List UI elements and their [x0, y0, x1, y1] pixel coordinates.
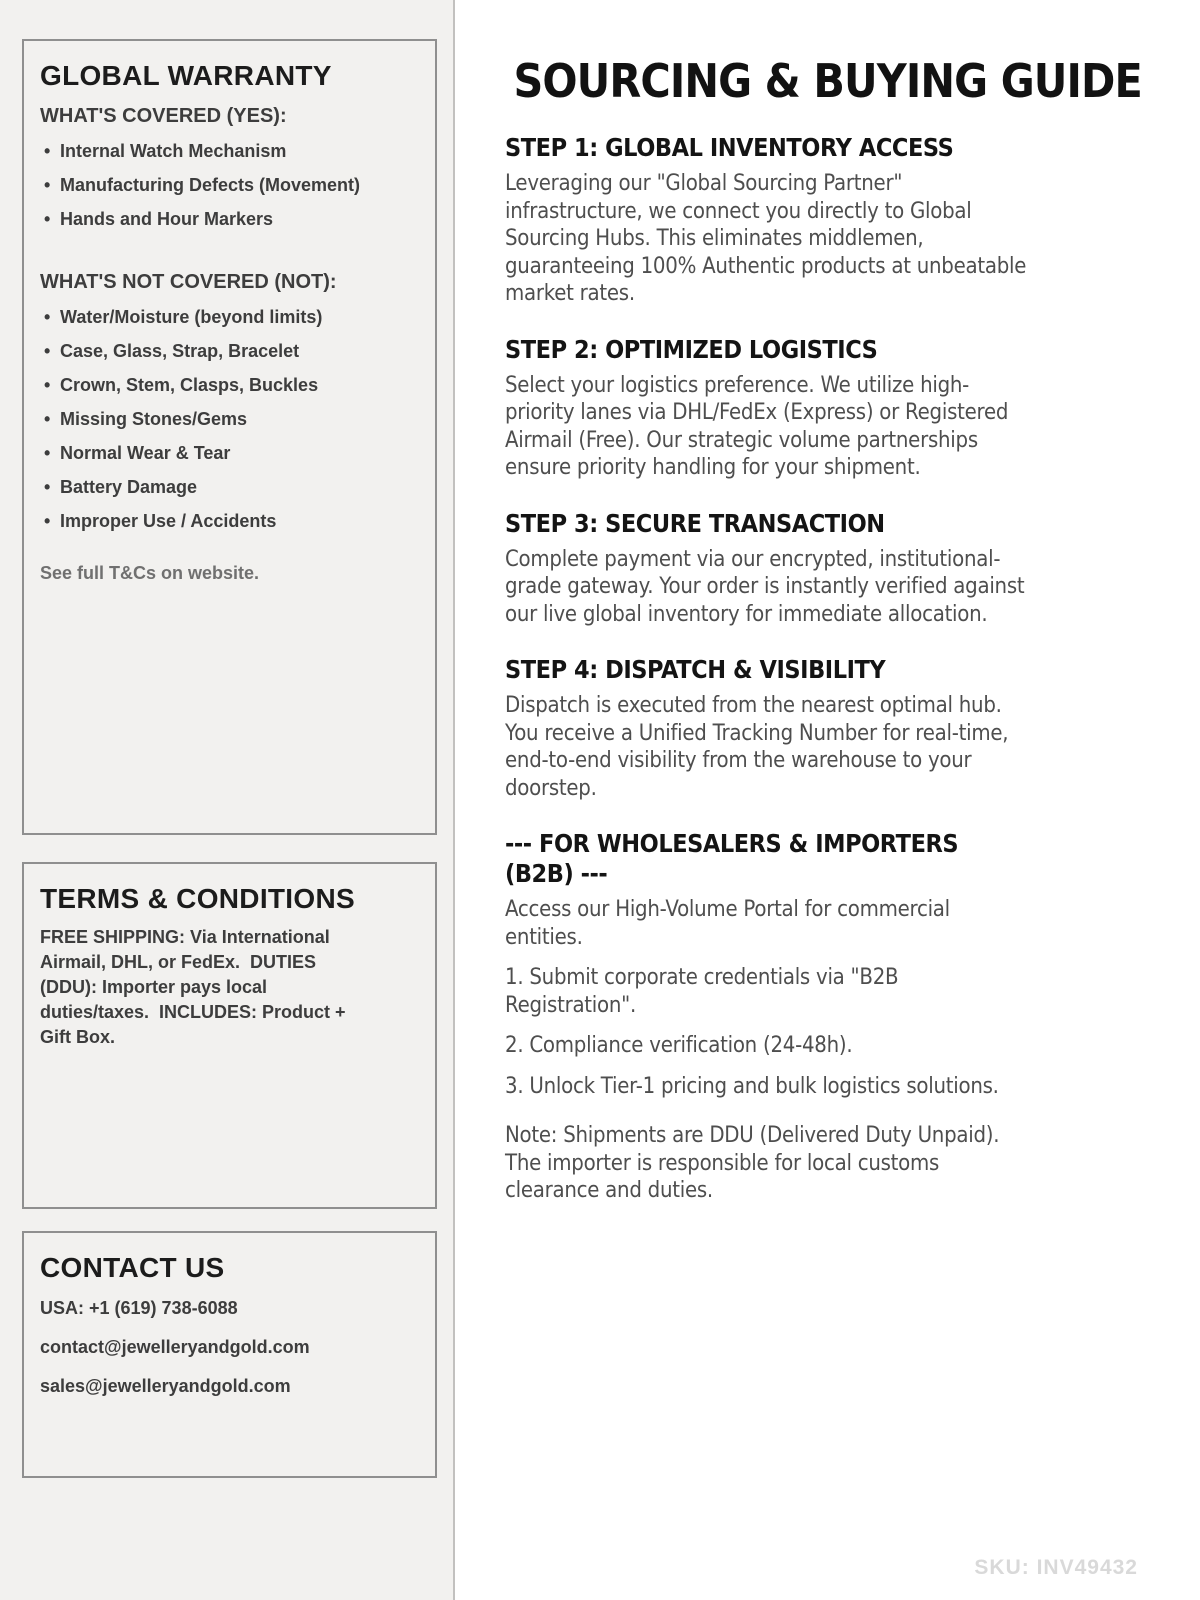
covered-list — [40, 140, 419, 230]
list-item: • Normal Wear & Tear — [40, 442, 419, 464]
step-1-heading: STEP 1: GLOBAL INVENTORY ACCESS — [505, 133, 954, 162]
list-item: • Internal Watch Mechanism — [40, 140, 419, 162]
step-4-heading: STEP 4: DISPATCH & VISIBILITY — [505, 655, 886, 684]
sku-label: SKU: INV49432 — [974, 1556, 1138, 1579]
not-covered-list — [40, 306, 419, 532]
list-item: • Water/Moisture (beyond limits) — [40, 306, 419, 328]
global-warranty-panel — [22, 39, 437, 835]
terms-conditions-panel — [22, 862, 437, 1209]
contact-phone: USA: +1 (619) 738-6088 — [40, 1298, 238, 1318]
covered-heading: WHAT'S COVERED (YES): — [40, 105, 287, 127]
list-item: • Crown, Stem, Clasps, Buckles — [40, 374, 419, 396]
step-1-body: Leveraging our "Global Sourcing Partner" infrastructure, we connect you directly to Global Sourcing Hubs. This eliminates middlemen, guaranteeing 100% Authentic products at unbeatable market rates. — [505, 171, 1027, 306]
terms-body: FREE SHIPPING: Via International Airmail, DHL, or FedEx. DUTIES (DDU): Importer pays local duties/taxes. INCLUDES: Product + Gift Box. — [40, 927, 351, 1047]
step-2-heading: STEP 2: OPTIMIZED LOGISTICS — [505, 334, 878, 364]
list-item: • Manufacturing Defects (Movement) — [40, 174, 419, 196]
b2b-heading: --- FOR WHOLESALERS & IMPORTERS (B2B) --- — [505, 829, 959, 888]
list-item: • Improper Use / Accidents — [40, 510, 419, 532]
page-title: SOURCING & BUYING GUIDE — [513, 54, 1142, 108]
b2b-step-3: 3. Unlock Tier-1 pricing and bulk logistics solutions. — [505, 1073, 999, 1099]
contact-us-panel — [22, 1231, 437, 1478]
step-4-body: Dispatch is executed from the nearest optimal hub. You receive a Unified Tracking Number for real-time, end-to-end visibility from the warehouse to your doorstep. — [505, 693, 1009, 801]
not-covered-heading: WHAT'S NOT COVERED (NOT): — [40, 271, 337, 293]
step-2-body: Select your logistics preference. We utilize high-priority lanes via DHL/FedEx (Express) or Registered Airmail (Free). Our strategic volume partnerships ensure priority handling for your shipment. — [505, 372, 1009, 480]
list-item: • Battery Damage — [40, 476, 419, 498]
b2b-note: Note: Shipments are DDU (Delivered Duty Unpaid). The importer is responsible for local customs clearance and duties. — [505, 1123, 1000, 1203]
contact-email: contact@jewelleryandgold.com — [40, 1337, 310, 1357]
left-sidebar — [0, 0, 455, 1600]
step-3-body: Complete payment via our encrypted, institutional-grade gateway. Your order is instantly verified against our live global inventory for immediate allocation. — [505, 546, 1025, 627]
warranty-title: GLOBAL WARRANTY — [40, 60, 332, 91]
contact-title: CONTACT US — [40, 1252, 225, 1283]
list-item: • Hands and Hour Markers — [40, 208, 419, 230]
sales-email: sales@jewelleryandgold.com — [40, 1376, 291, 1396]
list-item: • Missing Stones/Gems — [40, 408, 419, 430]
terms-title: TERMS & CONDITIONS — [40, 883, 355, 914]
b2b-step-2: 2. Compliance verification (24-48h). — [505, 1033, 853, 1058]
list-item: • Case, Glass, Strap, Bracelet — [40, 340, 419, 362]
b2b-intro: Access our High-Volume Portal for commercial entities. — [505, 897, 950, 950]
terms-footnote: See full T&Cs on website. — [40, 563, 260, 583]
step-3-heading: STEP 3: SECURE TRANSACTION — [505, 508, 885, 538]
b2b-step-1: 1. Submit corporate credentials via "B2B Registration". — [505, 965, 899, 1018]
main-content — [455, 0, 1200, 1600]
